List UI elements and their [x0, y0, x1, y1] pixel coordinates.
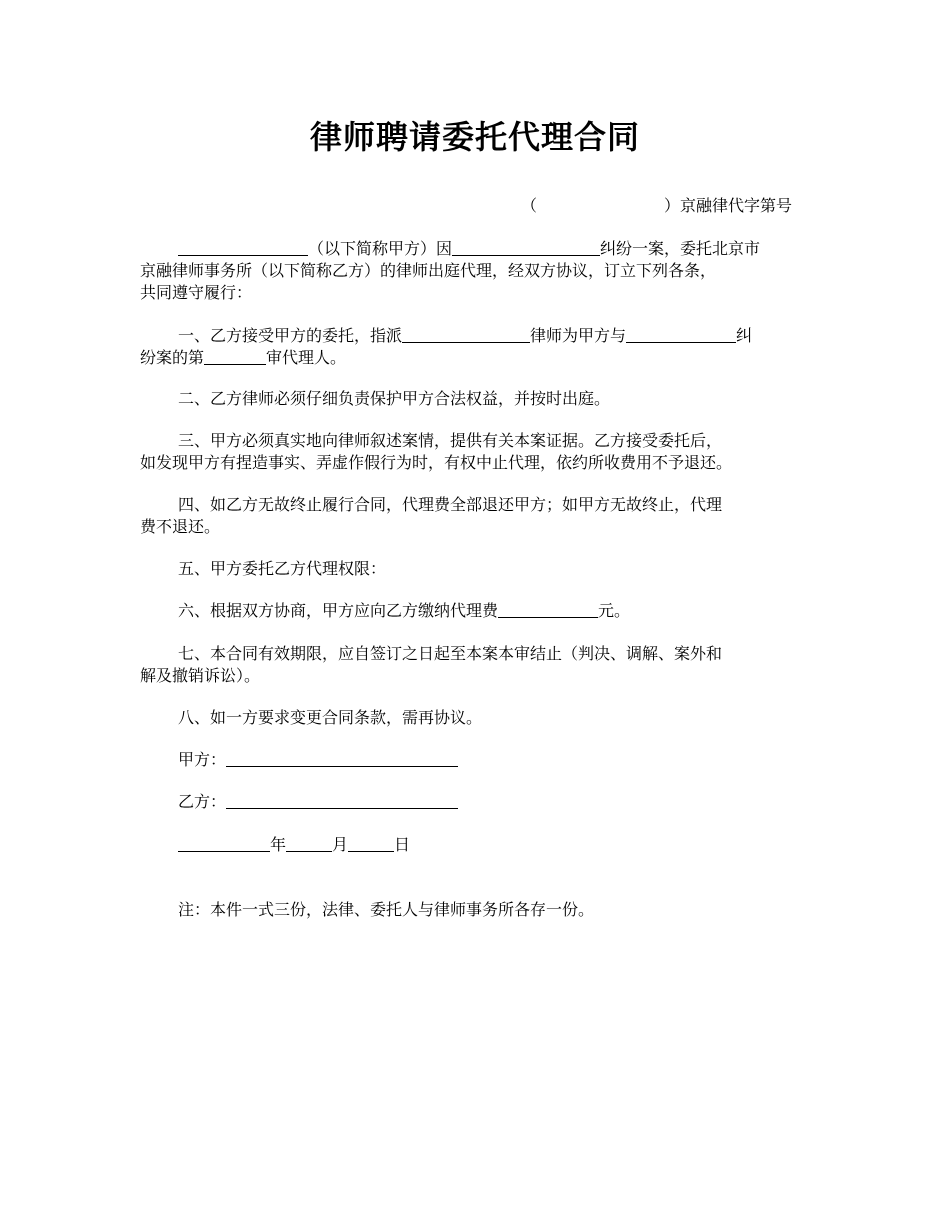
reference-number: ）京融律代字第号: [664, 196, 793, 215]
dispute-blank: [452, 239, 600, 256]
clause-3-line-1: 三、甲方必须真实地向律师叙述案情，提供有关本案证据。乙方接受委托后，: [178, 431, 723, 450]
reference-open-paren: （: [521, 196, 538, 215]
year-blank: [178, 835, 270, 852]
lawyer-name-blank: [402, 326, 530, 343]
party-b-signature: 乙方：: [178, 791, 858, 813]
clause-6: 六、根据双方协商，甲方应向乙方缴纳代理费 元。: [178, 601, 631, 620]
intro-line-2: 京融律师事务所（以下简称乙方）的律师出庭代理，经双方协议，订立下列各条，: [140, 261, 717, 280]
footnote: 注：本件一式三份，法律、委托人与律师事务所各存一份。: [178, 900, 595, 919]
clause-4-line-2: 费不退还。: [140, 517, 221, 536]
clause-2: 二、乙方律师必须仔细负责保护甲方合法权益，并按时出庭。: [178, 389, 611, 408]
clause-1-line-2: 纷案的第 审代理人。: [140, 348, 347, 367]
party-a-name-blank: [178, 239, 308, 256]
party-a-signature-blank: [226, 750, 458, 767]
clause-1-line-1: 一、乙方接受甲方的委托，指派 律师为甲方与 纠: [178, 326, 753, 345]
clause-7-line-2: 解及撤销诉讼）。: [140, 666, 261, 685]
month-blank: [286, 835, 332, 852]
day-blank: [348, 835, 394, 852]
clause-3-line-2: 如发现甲方有捏造事实、弄虚作假行为时，有权中止代理，依约所收费用不予退还。: [140, 453, 733, 472]
clause-7-line-1: 七、本合同有效期限，应自签订之日起至本案本审结止（判决、调解、案外和: [178, 644, 723, 663]
intro-line-1: （以下简称甲方）因 纠纷一案，委托北京市: [178, 238, 858, 260]
party-b-signature-blank: [226, 792, 458, 809]
trial-instance-blank: [204, 348, 266, 365]
clause-8: 八、如一方要求变更合同条款，需再协议。: [178, 708, 483, 727]
clause-5: 五、甲方委托乙方代理权限：: [178, 559, 387, 578]
intro-line-3: 共同遵守履行：: [140, 283, 253, 302]
opponent-blank: [626, 326, 736, 343]
date-line: 年 月 日: [178, 834, 858, 856]
clause-4-line-1: 四、如乙方无故终止履行合同，代理费全部退还甲方；如甲方无故终止，代理: [178, 495, 723, 514]
page-title: 律师聘请委托代理合同: [309, 118, 640, 156]
fee-blank: [498, 601, 598, 618]
party-a-signature: 甲方：: [178, 749, 858, 771]
